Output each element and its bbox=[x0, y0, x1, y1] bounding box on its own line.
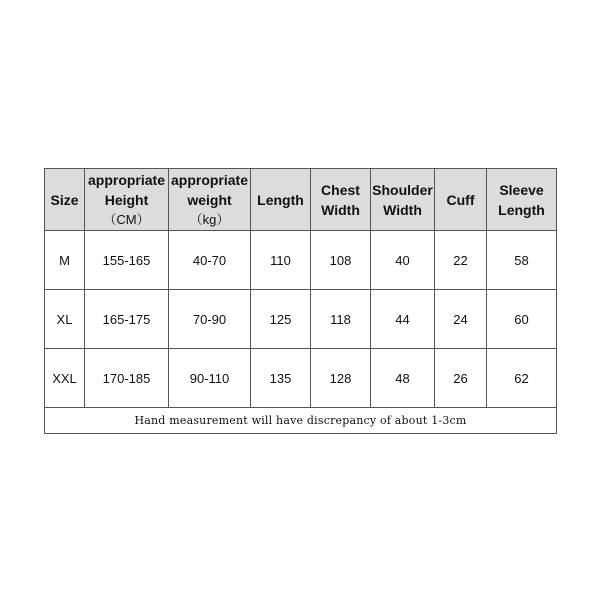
cell-size: XL bbox=[45, 290, 85, 349]
cell-height: 170-185 bbox=[85, 349, 169, 408]
table-row bbox=[45, 290, 557, 349]
cell-sleeve-length: 58 bbox=[487, 231, 557, 290]
header-sleeve-length: Sleeve Length bbox=[487, 169, 557, 231]
cell-cuff: 22 bbox=[435, 231, 487, 290]
cell-cuff: 24 bbox=[435, 290, 487, 349]
table-row bbox=[45, 349, 557, 408]
cell-size: M bbox=[45, 231, 85, 290]
cell-sleeve-length: 60 bbox=[487, 290, 557, 349]
cell-length: 110 bbox=[251, 231, 311, 290]
cell-weight: 90-110 bbox=[169, 349, 251, 408]
table-row bbox=[45, 231, 557, 290]
cell-chest-width: 118 bbox=[311, 290, 371, 349]
cell-weight: 40-70 bbox=[169, 231, 251, 290]
cell-chest-width: 128 bbox=[311, 349, 371, 408]
measurement-note: Hand measurement will have discrepancy of about 1-3cm bbox=[45, 408, 557, 434]
cell-length: 135 bbox=[251, 349, 311, 408]
note-row bbox=[45, 408, 557, 434]
cell-shoulder-width: 44 bbox=[371, 290, 435, 349]
cell-chest-width: 108 bbox=[311, 231, 371, 290]
header-appropriate-weight: appropriate weight （kg） bbox=[169, 169, 251, 231]
header-appropriate-height: appropriate Height （CM） bbox=[85, 169, 169, 231]
header-row bbox=[45, 169, 557, 231]
header-cuff: Cuff bbox=[435, 169, 487, 231]
cell-shoulder-width: 48 bbox=[371, 349, 435, 408]
cell-weight: 70-90 bbox=[169, 290, 251, 349]
cell-cuff: 26 bbox=[435, 349, 487, 408]
cell-shoulder-width: 40 bbox=[371, 231, 435, 290]
cell-height: 165-175 bbox=[85, 290, 169, 349]
cell-sleeve-length: 62 bbox=[487, 349, 557, 408]
header-size: Size bbox=[45, 169, 85, 231]
header-shoulder-width: Shoulder Width bbox=[371, 169, 435, 231]
cell-length: 125 bbox=[251, 290, 311, 349]
header-chest-width: Chest Width bbox=[311, 169, 371, 231]
size-chart-table bbox=[44, 168, 557, 434]
cell-size: XXL bbox=[45, 349, 85, 408]
cell-height: 155-165 bbox=[85, 231, 169, 290]
header-length: Length bbox=[251, 169, 311, 231]
